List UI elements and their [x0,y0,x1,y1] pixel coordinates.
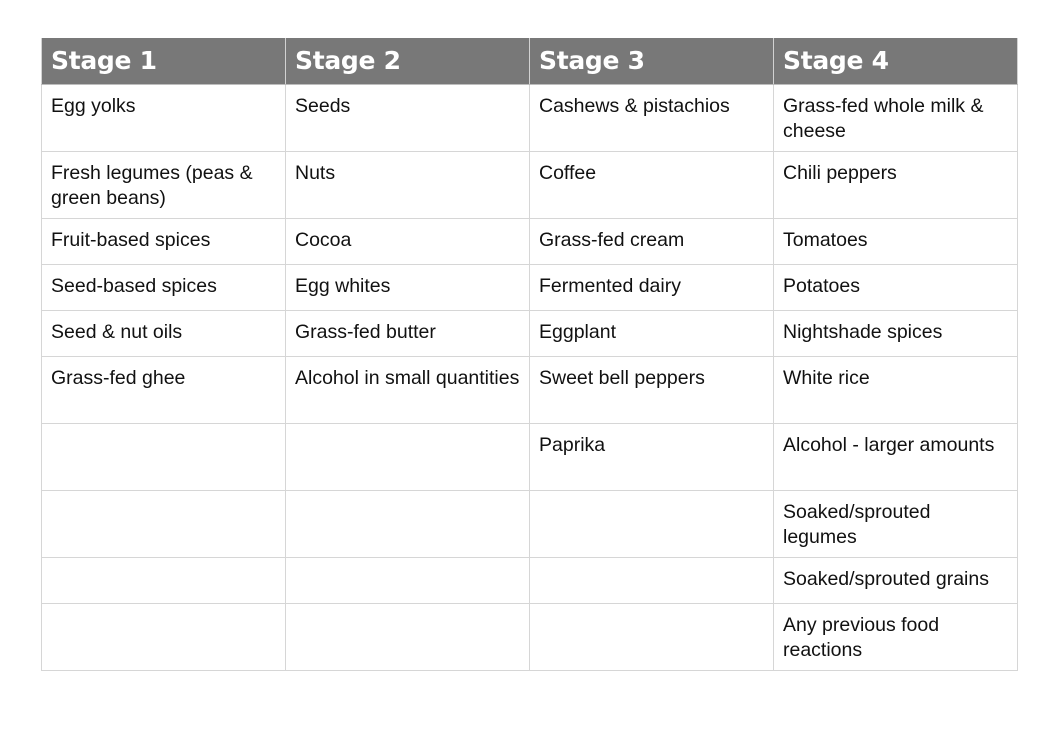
table-header [42,38,1018,84]
table-cell: Fermented dairy [530,264,774,310]
table-cell: Tomatoes [774,218,1018,264]
header-row [42,38,1018,84]
table-cell: Seed & nut oils [42,310,286,356]
table-cell: Sweet bell peppers [530,356,774,423]
table-row [42,264,1018,310]
table-cell: Fresh legumes (peas & green beans) [42,151,286,218]
table-row [42,310,1018,356]
table-cell [286,423,530,490]
table-cell [42,423,286,490]
table-cell: Alcohol in small quantities [286,356,530,423]
table-cell [530,490,774,557]
table-cell: Egg yolks [42,84,286,151]
table-cell: Nightshade spices [774,310,1018,356]
table-row [42,356,1018,423]
header-stage-3: Stage 3 [530,38,774,84]
table-cell: Paprika [530,423,774,490]
table-cell: Grass-fed ghee [42,356,286,423]
table-cell: Grass-fed butter [286,310,530,356]
table-cell: White rice [774,356,1018,423]
table-row [42,603,1018,670]
table-cell [286,603,530,670]
table-cell: Seed-based spices [42,264,286,310]
table-cell [530,557,774,603]
header-stage-2: Stage 2 [286,38,530,84]
table-cell: Coffee [530,151,774,218]
table-cell: Eggplant [530,310,774,356]
table-cell [286,557,530,603]
stage-food-table [41,38,1018,671]
table-cell [42,603,286,670]
table-cell [530,603,774,670]
table-cell: Grass-fed whole milk & cheese [774,84,1018,151]
table-cell: Chili peppers [774,151,1018,218]
table-cell: Soaked/sprouted legumes [774,490,1018,557]
table-cell: Nuts [286,151,530,218]
table-cell: Alcohol - larger amounts [774,423,1018,490]
table-row [42,84,1018,151]
table-cell: Soaked/sprouted grains [774,557,1018,603]
table-cell: Cashews & pistachios [530,84,774,151]
table-cell: Grass-fed cream [530,218,774,264]
table-cell: Egg whites [286,264,530,310]
table-cell: Cocoa [286,218,530,264]
table-cell: Seeds [286,84,530,151]
header-stage-1: Stage 1 [42,38,286,84]
table-row [42,151,1018,218]
table-cell [42,557,286,603]
table-cell: Fruit-based spices [42,218,286,264]
table-row [42,218,1018,264]
table-cell: Any previous food reactions [774,603,1018,670]
table-cell: Potatoes [774,264,1018,310]
table-row [42,423,1018,490]
table-cell [286,490,530,557]
table-row [42,490,1018,557]
header-stage-4: Stage 4 [774,38,1018,84]
table-row [42,557,1018,603]
table-cell [42,490,286,557]
table-body [42,84,1018,670]
